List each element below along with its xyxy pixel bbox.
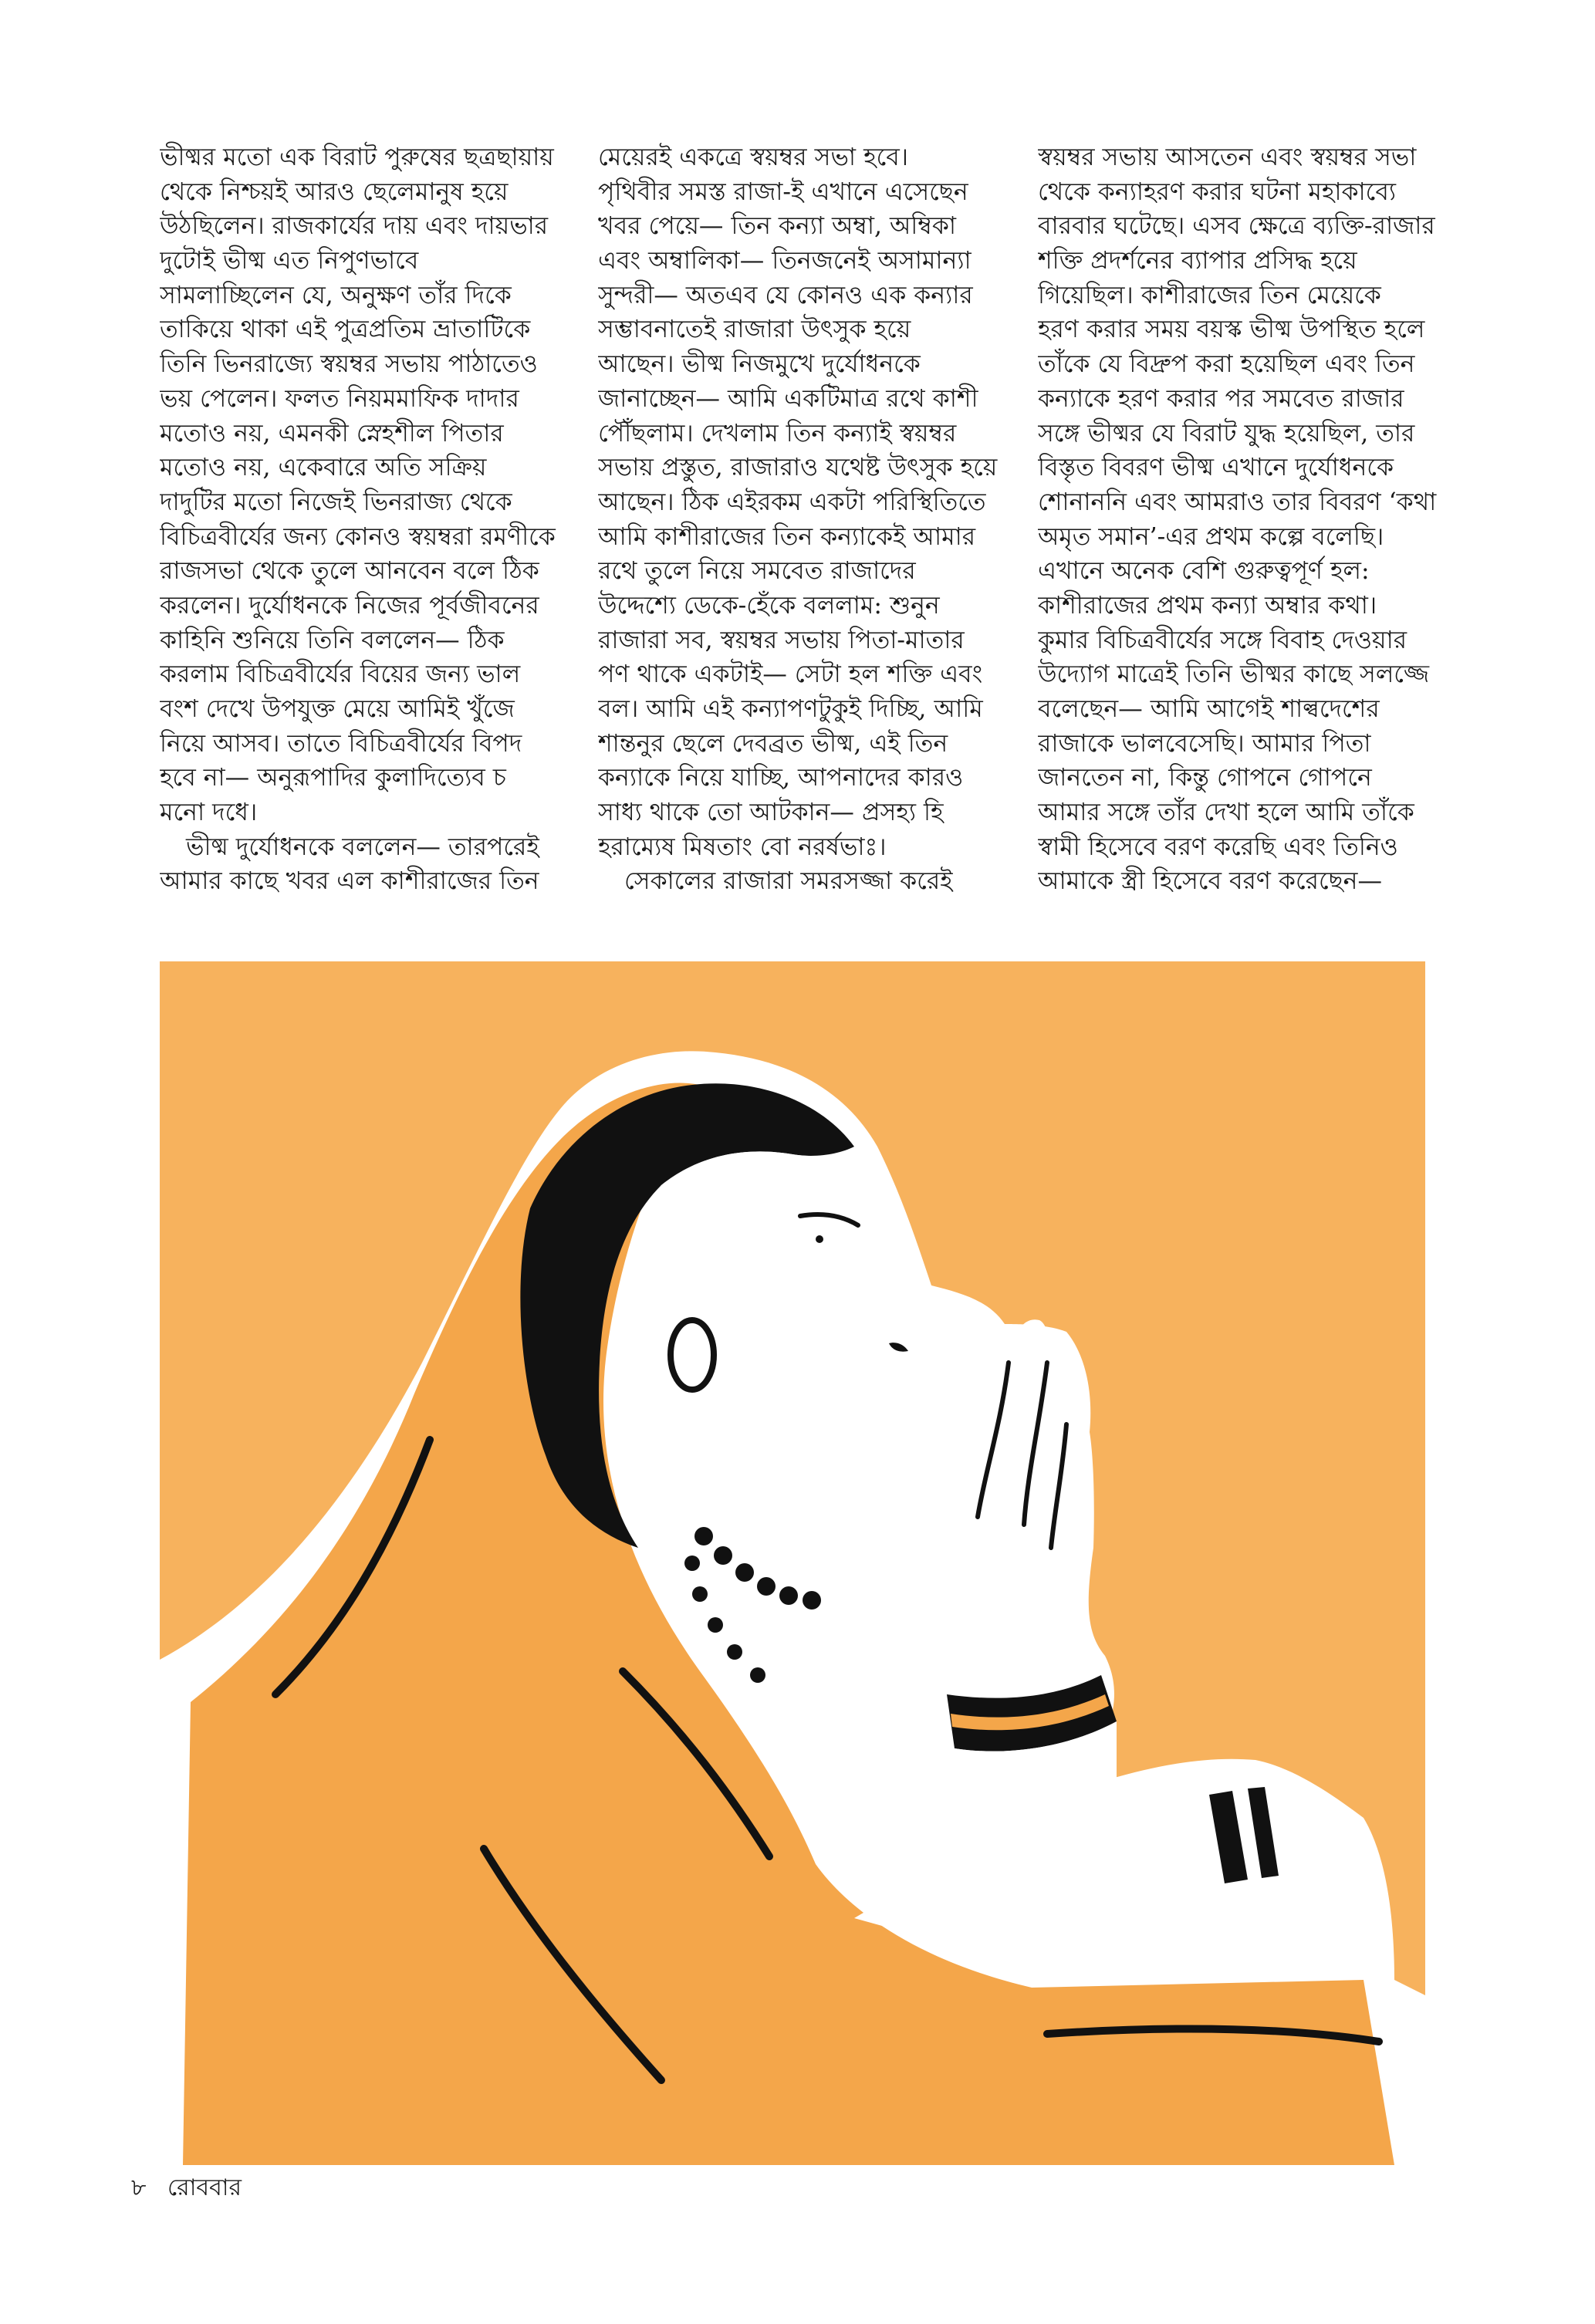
text-line: শক্তি প্রদর্শনের ব্যাপার প্রসিদ্ধ হয়ে (1038, 247, 1357, 275)
text-line: দাদুটির মতো নিজেই ভিনরাজ্য থেকে (160, 488, 512, 516)
text-line: রাজারা সব, স্বয়ম্বর সভায় পিতা-মাতার (598, 626, 965, 654)
text-line: গিয়েছিল। কাশীরাজের তিন মেয়েকে (1038, 281, 1381, 309)
text-column-3 (1038, 140, 1439, 899)
text-line: জানতেন না, কিন্তু গোপনে গোপনে (1038, 764, 1372, 792)
page-footer (131, 2174, 255, 2202)
text-line: কাহিনি শুনিয়ে তিনি বললেন— ঠিক (160, 626, 505, 654)
bindi-dot (816, 1235, 823, 1243)
text-line: কন্যাকে হরণ করার পর সমবেত রাজার (1038, 384, 1404, 413)
text-line: বিস্তৃত বিবরণ ভীষ্ম এখানে দুর্যোধনকে (1038, 454, 1394, 482)
text-line: অমৃত সমান’-এর প্রথম কল্পে বলেছি। (1038, 522, 1384, 551)
magazine-name: রোববার (167, 2174, 242, 2201)
text-line: সম্ভাবনাতেই রাজারা উৎসুক হয়ে (598, 316, 911, 344)
text-line: হরণ করার সময় বয়স্ক ভীষ্ম উপস্থিত হলে (1038, 316, 1425, 344)
illustration-drawing (160, 961, 1425, 2165)
text-line: উঠছিলেন। রাজকার্যের দায় এবং দায়ভার (160, 212, 549, 241)
text-line: তিনি ভিনরাজ্যে স্বয়ম্বর সভায় পাঠাতেও (160, 350, 538, 379)
text-line: বিচিত্রবীর্যের জন্য কোনও স্বয়ম্বরা রমণীকে (160, 522, 556, 551)
text-line: থেকে কন্যাহরণ করার ঘটনা মহাকাব্যে (1038, 177, 1397, 206)
text-line: সঙ্গে ভীষ্মর যে বিরাট যুদ্ধ হয়েছিল, তার (1038, 419, 1415, 448)
text-line: তাকিয়ে থাকা এই পুত্রপ্রতিম ভ্রাতাটিকে (160, 316, 531, 344)
text-line: করলেন। দুর্যোধনকে নিজের পূর্বজীবনের (160, 591, 539, 620)
text-line: পৃথিবীর সমস্ত রাজা-ই এখানে এসেছেন (598, 177, 968, 206)
text-line: ভীষ্মর মতো এক বিরাট পুরুষের ছত্রছায়ায় (160, 144, 554, 171)
text-line: কন্যাকে নিয়ে যাচ্ছি, আপনাদের কারও (598, 764, 964, 792)
illustration-woman-praying (160, 961, 1425, 2165)
text-line: স্বামী হিসেবে বরণ করেছি এবং তিনিও (1038, 833, 1398, 861)
text-line: আমার কাছে খবর এল কাশীরাজের তিন (160, 867, 539, 896)
text-line: রাজসভা থেকে তুলে আনবেন বলে ঠিক (160, 557, 539, 586)
text-line: মনো দধে। (160, 799, 258, 827)
text-line: রাজাকে ভালবেসেছি। আমার পিতা (1038, 729, 1371, 758)
page-number: ৮ (131, 2174, 147, 2201)
text-line: এখানে অনেক বেশি গুরুত্বপূর্ণ হল: (1038, 557, 1370, 586)
text-line: সুন্দরী— অতএব যে কোনও এক কন্যার (598, 281, 973, 309)
text-line: কাশীরাজের প্রথম কন্যা অম্বার কথা। (1038, 591, 1377, 620)
text-line: করলাম বিচিত্রবীর্যের বিয়ের জন্য ভাল (160, 660, 521, 689)
paragraph-start-line: ভীষ্ম দুর্যোধনকে বললেন— তারপরেই (186, 833, 539, 861)
text-column-1 (160, 140, 561, 899)
text-line: খবর পেয়ে— তিন কন্যা অম্বা, অম্বিকা (598, 212, 957, 241)
text-line: হবে না— অনুরূপাদির কুলাদিত্যেব চ (160, 764, 506, 792)
text-line: থেকে নিশ্চয়ই আরও ছেলেমানুষ হয়ে (160, 177, 509, 206)
text-line: পৌঁছলাম। দেখলাম তিন কন্যাই স্বয়ম্বর (598, 419, 957, 448)
text-line: আমি কাশীরাজের তিন কন্যাকেই আমার (598, 522, 976, 551)
text-line: সাধ্য থাকে তো আটকান— প্রসহ্য হি (598, 799, 944, 827)
text-line: কুমার বিচিত্রবীর্যের সঙ্গে বিবাহ দেওয়ার (1038, 626, 1407, 654)
text-line: জানাচ্ছেন— আমি একটিমাত্র রথে কাশী (598, 384, 978, 413)
text-line: সামলাচ্ছিলেন যে, অনুক্ষণ তাঁর দিকে (160, 281, 512, 309)
text-line: মেয়েরই একত্রে স্বয়ম্বর সভা হবে। (598, 144, 909, 171)
text-line: পণ থাকে একটাই— সেটা হল শক্তি এবং (598, 660, 983, 689)
text-line: শান্তনুর ছেলে দেবব্রত ভীষ্ম, এই তিন (598, 729, 948, 758)
text-line: হরাম্যেষ মিষতাং বো নরর্ষভাঃ। (598, 833, 887, 861)
text-line: আমার সঙ্গে তাঁর দেখা হলে আমি তাঁকে (1038, 799, 1414, 827)
text-line: স্বয়ম্বর সভায় আসতেন এবং স্বয়ম্বর সভা (1038, 144, 1417, 171)
text-line: উদ্যোগ মাত্রেই তিনি ভীষ্মর কাছে সলজ্জে (1038, 660, 1429, 689)
paragraph-start-line: সেকালের রাজারা সমরসজ্জা করেই (624, 867, 953, 896)
text-line: ভয় পেলেন। ফলত নিয়মমাফিক দাদার (160, 384, 519, 413)
text-line: বলেছেন— আমি আগেই শাল্বদেশের (1038, 695, 1380, 723)
text-line: এবং অম্বালিকা— তিনজনেই অসামান্যা (598, 247, 972, 275)
text-line: আমাকে স্ত্রী হিসেবে বরণ করেছেন— (1038, 867, 1382, 896)
text-line: উদ্দেশ্যে ডেকে-হেঁকে বললাম: শুনুন (598, 591, 940, 620)
text-line: মতোও নয়, একেবারে অতি সক্রিয় (160, 454, 487, 482)
text-line: মতোও নয়, এমনকী স্নেহশীল পিতার (160, 419, 504, 448)
text-line: সভায় প্রস্তুত, রাজারাও যথেষ্ট উৎসুক হয়ে (598, 454, 998, 482)
text-line: বল। আমি এই কন্যাপণটুকুই দিচ্ছি, আমি (598, 695, 983, 723)
text-line: নিয়ে আসব। তাতে বিচিত্রবীর্যের বিপদ (160, 729, 522, 758)
text-line: তাঁকে যে বিদ্রুপ করা হয়েছিল এবং তিন (1038, 350, 1415, 379)
text-line: আছেন। ঠিক এইরকম একটা পরিস্থিতিতে (598, 488, 986, 516)
text-line: রথে তুলে নিয়ে সমবেত রাজাদের (598, 557, 916, 586)
text-line: বংশ দেখে উপযুক্ত মেয়ে আমিই খুঁজে (160, 695, 515, 723)
text-line: শোনাননি এবং আমরাও তার বিবরণ ‘কথা (1038, 488, 1437, 516)
text-line: বারবার ঘটেছে। এসব ক্ষেত্রে ব্যক্তি-রাজার (1038, 212, 1435, 241)
text-column-2 (598, 140, 999, 899)
text-line: আছেন। ভীষ্ম নিজমুখে দুর্যোধনকে (598, 350, 921, 379)
text-line: দুটোই ভীষ্ম এত নিপুণভাবে (160, 247, 419, 275)
